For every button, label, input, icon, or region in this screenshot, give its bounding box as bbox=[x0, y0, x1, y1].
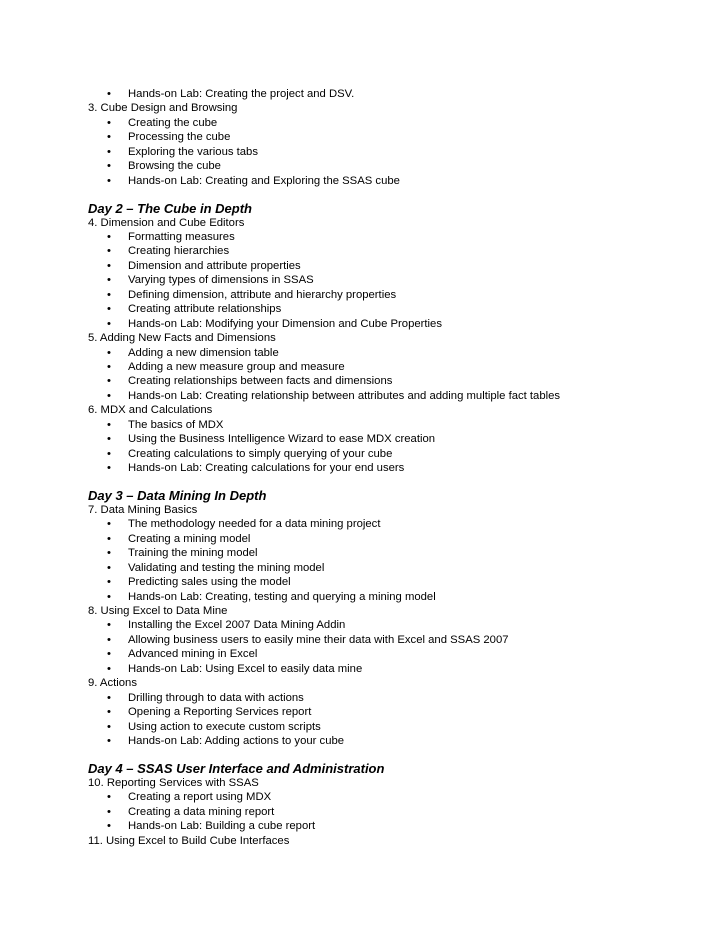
bullet-text: Hands-on Lab: Adding actions to your cube bbox=[128, 734, 345, 747]
bullet-text: Adding a new dimension table bbox=[128, 346, 279, 359]
bullet-dot-icon: • bbox=[107, 706, 111, 719]
bullet-text: Opening a Reporting Services report bbox=[128, 706, 312, 719]
bullet-text: Installing the Excel 2007 Data Mining Addin bbox=[128, 619, 346, 632]
bullet-item bbox=[88, 159, 708, 173]
bullet-text: Processing the cube bbox=[128, 131, 231, 144]
bullet-item bbox=[88, 230, 708, 244]
bullet-dot-icon: • bbox=[107, 317, 111, 330]
bullet-text: Creating the cube bbox=[128, 116, 218, 129]
bullet-item bbox=[88, 461, 708, 475]
bullet-text: Creating hierarchies bbox=[128, 245, 230, 258]
bullet-item bbox=[88, 145, 708, 159]
bullet-dot-icon: • bbox=[107, 648, 111, 661]
bullet-dot-icon: • bbox=[107, 389, 111, 402]
bullet-text: Predicting sales using the model bbox=[128, 576, 291, 589]
bullet-dot-icon: • bbox=[107, 418, 111, 431]
bullet-dot-icon: • bbox=[107, 576, 111, 589]
bullet-dot-icon: • bbox=[107, 131, 111, 144]
bullet-item bbox=[88, 575, 708, 589]
bullet-dot-icon: • bbox=[107, 259, 111, 272]
bullet-text: Training the mining model bbox=[128, 547, 258, 560]
bullet-dot-icon: • bbox=[107, 820, 111, 833]
bullet-dot-icon: • bbox=[107, 805, 111, 818]
bullet-item bbox=[88, 447, 708, 461]
bullet-dot-icon: • bbox=[107, 462, 111, 474]
bullet-dot-icon: • bbox=[107, 116, 111, 129]
bullet-item bbox=[88, 389, 708, 403]
bullet-item bbox=[88, 418, 708, 432]
bullet-item bbox=[88, 87, 708, 101]
bullet-item bbox=[88, 590, 708, 604]
bullet-text: Dimension and attribute properties bbox=[128, 259, 301, 272]
bullet-item bbox=[88, 288, 708, 302]
bullet-text: Creating attribute relationships bbox=[128, 303, 282, 316]
bullet-item bbox=[88, 259, 708, 273]
bullet-dot-icon: • bbox=[107, 160, 111, 173]
bullet-item bbox=[88, 734, 708, 748]
bullet-dot-icon: • bbox=[107, 590, 111, 603]
bullet-text: Hands-on Lab: Creating and Exploring the SSAS cube bbox=[128, 174, 400, 187]
bullet-text: Exploring the various tabs bbox=[128, 145, 258, 158]
day-heading: Day 2 – The Cube in Depth bbox=[88, 200, 252, 216]
bullet-dot-icon: • bbox=[107, 88, 111, 100]
bullet-item bbox=[88, 360, 708, 374]
section-title: 11. Using Excel to Build Cube Interfaces bbox=[88, 834, 290, 847]
bullet-dot-icon: • bbox=[107, 303, 111, 316]
bullet-text: Varying types of dimensions in SSAS bbox=[128, 274, 314, 287]
bullet-dot-icon: • bbox=[107, 547, 111, 560]
section-title: 6. MDX and Calculations bbox=[88, 404, 213, 417]
bullet-item bbox=[88, 532, 708, 546]
bullet-dot-icon: • bbox=[107, 433, 111, 446]
bullet-text: The methodology needed for a data mining project bbox=[128, 518, 381, 531]
day-heading: Day 4 – SSAS User Interface and Administration bbox=[88, 760, 385, 776]
bullet-item bbox=[88, 130, 708, 144]
section-title: 9. Actions bbox=[88, 677, 137, 690]
bullet-dot-icon: • bbox=[107, 561, 111, 574]
bullet-text: The basics of MDX bbox=[128, 418, 224, 431]
bullet-item bbox=[88, 790, 708, 804]
bullet-item bbox=[88, 273, 708, 287]
bullet-text: Hands-on Lab: Creating the project and DSV. bbox=[128, 88, 355, 100]
bullet-text: Drilling through to data with actions bbox=[128, 691, 304, 704]
bullet-text: Hands-on Lab: Using Excel to easily data mine bbox=[128, 662, 363, 675]
bullet-dot-icon: • bbox=[107, 174, 111, 187]
bullet-item bbox=[88, 546, 708, 560]
bullet-dot-icon: • bbox=[107, 288, 111, 301]
bullet-item bbox=[88, 116, 708, 130]
section-title: 3. Cube Design and Browsing bbox=[88, 102, 238, 115]
document-body bbox=[88, 87, 708, 848]
bullet-dot-icon: • bbox=[107, 360, 111, 373]
bullet-text: Creating a data mining report bbox=[128, 805, 275, 818]
section-title: 5. Adding New Facts and Dimensions bbox=[88, 332, 276, 345]
section-title: 8. Using Excel to Data Mine bbox=[88, 605, 228, 617]
bullet-text: Hands-on Lab: Building a cube report bbox=[128, 820, 316, 833]
bullet-dot-icon: • bbox=[107, 375, 111, 388]
bullet-item bbox=[88, 618, 708, 632]
bullet-text: Defining dimension, attribute and hierarchy properties bbox=[128, 288, 397, 301]
bullet-dot-icon: • bbox=[107, 633, 111, 646]
bullet-dot-icon: • bbox=[107, 447, 111, 460]
bullet-text: Creating relationships between facts and dimensions bbox=[128, 375, 393, 388]
bullet-text: Adding a new measure group and measure bbox=[128, 360, 345, 373]
day-heading: Day 3 – Data Mining In Depth bbox=[88, 487, 267, 503]
bullet-item bbox=[88, 819, 708, 833]
bullet-item bbox=[88, 633, 708, 647]
bullet-dot-icon: • bbox=[107, 518, 111, 531]
bullet-item bbox=[88, 517, 708, 531]
bullet-dot-icon: • bbox=[107, 532, 111, 545]
bullet-text: Hands-on Lab: Creating, testing and querying a mining model bbox=[128, 590, 436, 603]
bullet-text: Hands-on Lab: Creating calculations for your end users bbox=[128, 462, 405, 474]
bullet-item bbox=[88, 805, 708, 819]
bullet-item bbox=[88, 720, 708, 734]
bullet-item bbox=[88, 346, 708, 360]
bullet-text: Hands-on Lab: Creating relationship between attributes and adding multiple fact tables bbox=[128, 389, 561, 402]
bullet-item bbox=[88, 662, 708, 676]
bullet-item bbox=[88, 432, 708, 446]
bullet-item bbox=[88, 244, 708, 258]
bullet-text: Creating a mining model bbox=[128, 532, 251, 545]
bullet-text: Creating calculations to simply querying of your cube bbox=[128, 447, 393, 460]
section-title: 4. Dimension and Cube Editors bbox=[88, 216, 245, 229]
bullet-text: Using action to execute custom scripts bbox=[128, 720, 321, 733]
bullet-text: Browsing the cube bbox=[128, 160, 221, 173]
bullet-dot-icon: • bbox=[107, 791, 111, 804]
bullet-dot-icon: • bbox=[107, 720, 111, 733]
bullet-item bbox=[88, 374, 708, 388]
bullet-text: Validating and testing the mining model bbox=[128, 561, 325, 574]
bullet-text: Using the Business Intelligence Wizard to ease MDX creation bbox=[128, 433, 436, 446]
bullet-item bbox=[88, 302, 708, 316]
bullet-item bbox=[88, 705, 708, 719]
bullet-text: Creating a report using MDX bbox=[128, 791, 272, 804]
bullet-dot-icon: • bbox=[107, 245, 111, 258]
bullet-dot-icon: • bbox=[107, 662, 111, 675]
bullet-dot-icon: • bbox=[107, 231, 111, 243]
bullet-dot-icon: • bbox=[107, 274, 111, 287]
bullet-item bbox=[88, 691, 708, 705]
bullet-text: Formatting measures bbox=[128, 231, 235, 243]
section-title: 10. Reporting Services with SSAS bbox=[88, 776, 259, 789]
bullet-dot-icon: • bbox=[107, 145, 111, 158]
bullet-dot-icon: • bbox=[107, 619, 111, 632]
bullet-dot-icon: • bbox=[107, 734, 111, 747]
bullet-item bbox=[88, 174, 708, 188]
section-title: 7. Data Mining Basics bbox=[88, 503, 198, 516]
bullet-text: Allowing business users to easily mine their data with Excel and SSAS 2007 bbox=[128, 633, 509, 646]
bullet-item bbox=[88, 317, 708, 331]
bullet-item bbox=[88, 647, 708, 661]
bullet-text: Advanced mining in Excel bbox=[128, 648, 258, 661]
bullet-item bbox=[88, 561, 708, 575]
bullet-text: Hands-on Lab: Modifying your Dimension and Cube Properties bbox=[128, 317, 442, 330]
bullet-dot-icon: • bbox=[107, 346, 111, 359]
bullet-dot-icon: • bbox=[107, 691, 111, 704]
